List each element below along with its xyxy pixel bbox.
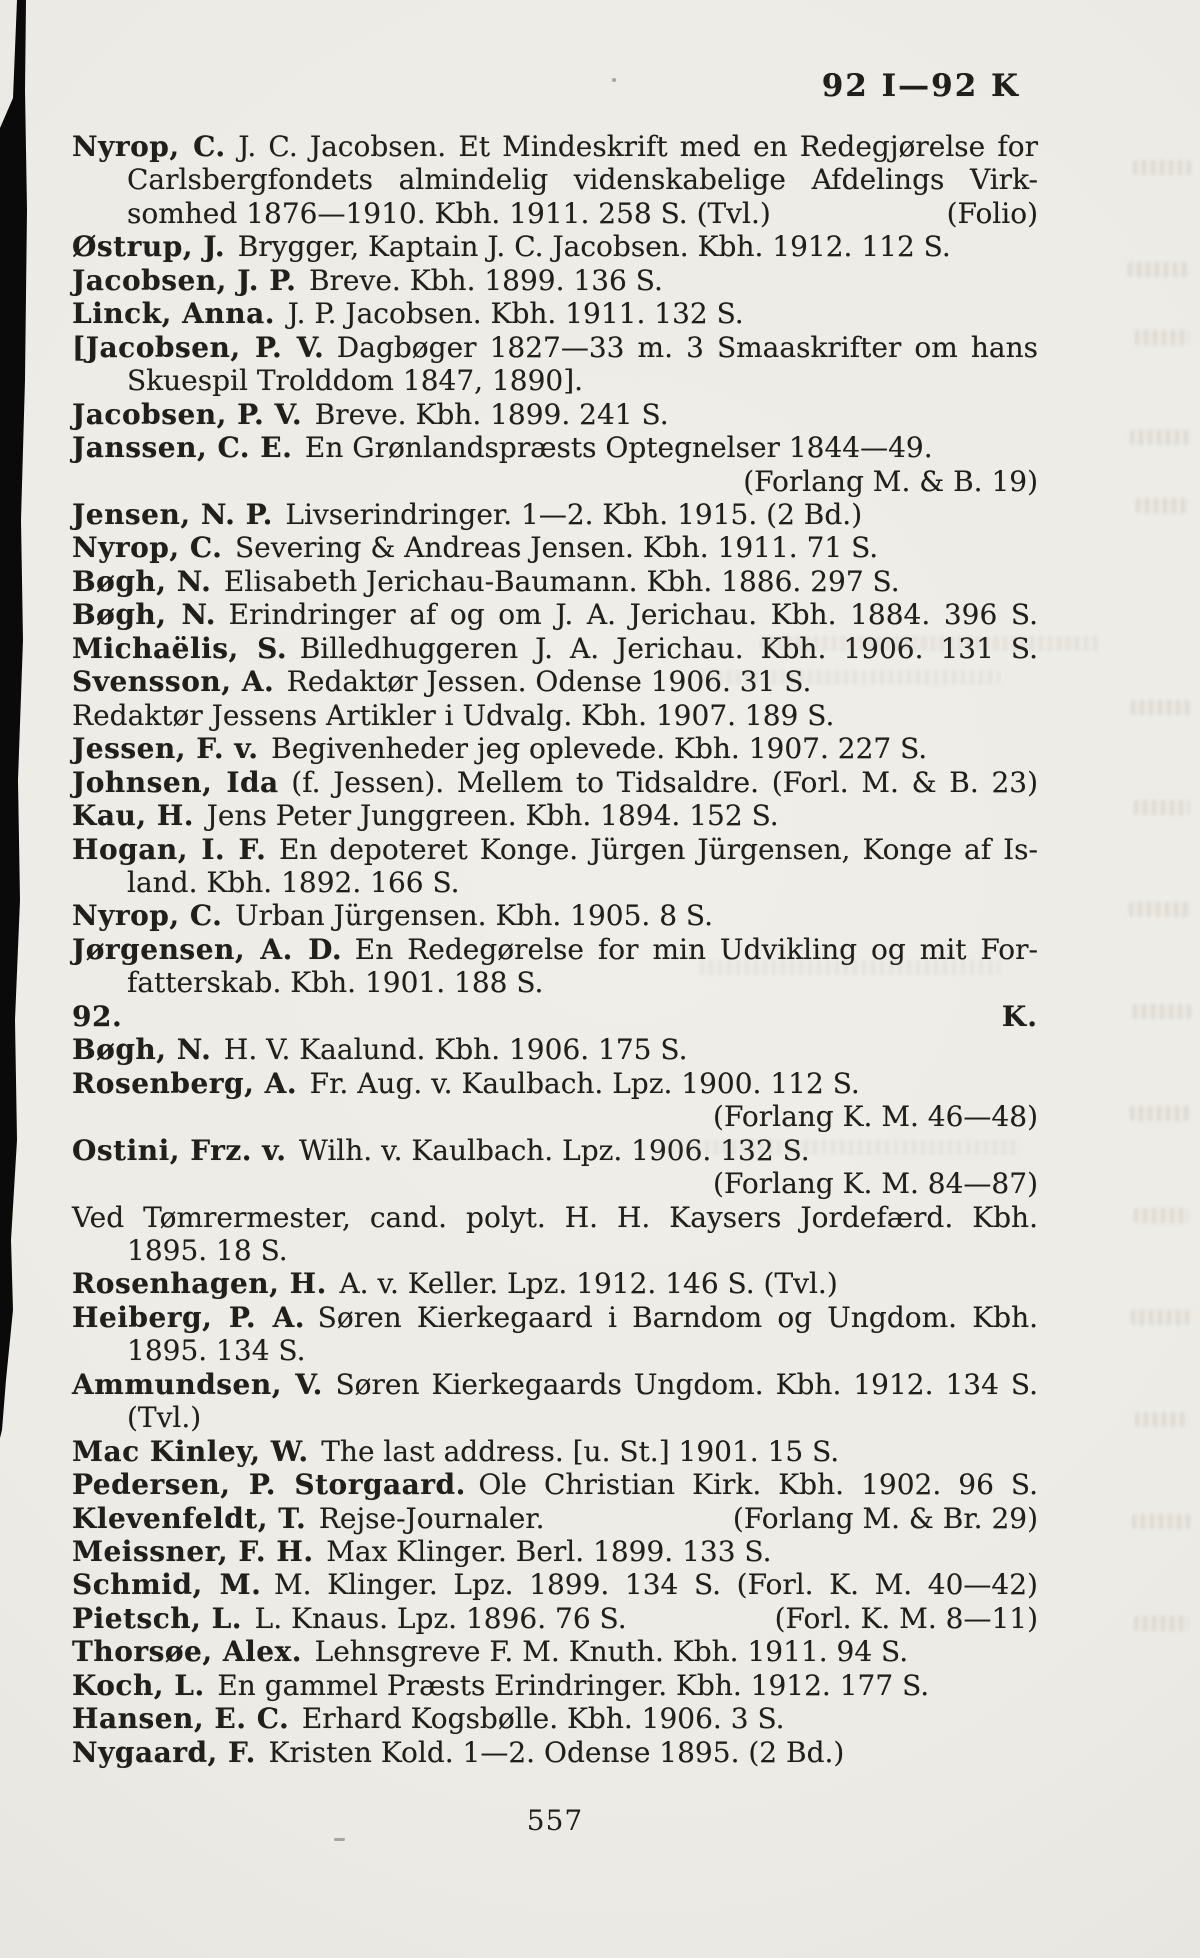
entry-text: H. V. Kaalund. Kbh. 1906. 175 S. bbox=[223, 1033, 688, 1067]
author-name: Heiberg, P. A. bbox=[72, 1300, 306, 1334]
entry-text: Erhard Kogsbølle. Kbh. 1906. 3 S. bbox=[301, 1702, 785, 1736]
author-name: Svensson, A. bbox=[72, 665, 275, 699]
entry-text: Begivenheder jeg oplevede. Kbh. 1907. 227 S. bbox=[271, 732, 928, 766]
entry-text: Erindringer af og om J. A. Jerichau. Kbh. 1884. 396 S. bbox=[228, 598, 1039, 632]
entry-line bbox=[72, 364, 1038, 397]
entry-line bbox=[72, 1535, 1038, 1568]
entry-line bbox=[72, 1568, 1038, 1601]
author-name: Michaëlis, S. bbox=[72, 631, 288, 665]
author-name: Janssen, C. E. bbox=[72, 431, 293, 465]
entry-text: Breve. Kbh. 1899. 136 S. bbox=[308, 263, 663, 297]
entry-text: somhed 1876—1910. Kbh. 1911. 258 S. (Tvl.) bbox=[127, 196, 771, 230]
page-header-range: 92 I—92 K bbox=[821, 68, 1020, 104]
entry-line bbox=[72, 431, 1038, 464]
entry-right-text: (Forl. K. M. 8—11) bbox=[774, 1601, 1038, 1635]
entry-text: Wilh. v. Kaulbach. Lpz. 1906. 132 S. bbox=[299, 1133, 810, 1167]
entry-text: 1895. 18 S. bbox=[127, 1233, 288, 1267]
entry-right-text: (Folio) bbox=[946, 196, 1038, 230]
author-name: Østrup, J. bbox=[72, 230, 226, 264]
entry-text: Billedhuggeren J. A. Jerichau. Kbh. 1906. 131 S. bbox=[299, 631, 1038, 665]
entry-text: Carlsbergfondets almindelig videnskabelige Afdelings Virk- bbox=[127, 163, 1038, 197]
entry-text: En depoteret Konge. Jürgen Jürgensen, Konge af Is- bbox=[278, 832, 1038, 866]
entry-line bbox=[72, 866, 1038, 899]
entry-text: Redaktør Jessens Artikler i Udvalg. Kbh. 1907. 189 S. bbox=[72, 698, 835, 732]
entry-text: Ole Christian Kirk. Kbh. 1902. 96 S. bbox=[478, 1468, 1038, 1502]
entry-right-text: (Forlang M. & Br. 29) bbox=[732, 1501, 1038, 1535]
author-name: Bøgh, N. bbox=[72, 1033, 212, 1067]
entry-text: Dagbøger 1827—33 m. 3 Smaaskrifter om hans bbox=[336, 330, 1038, 364]
entry-line bbox=[72, 732, 1038, 765]
entry-line bbox=[72, 331, 1038, 364]
entry-text: L. Knaus. Lpz. 1896. 76 S. bbox=[254, 1601, 627, 1635]
entry-line bbox=[72, 398, 1038, 431]
entry-line bbox=[72, 297, 1038, 330]
entry-text: Brygger, Kaptain J. C. Jacobsen. Kbh. 1912. 112 S. bbox=[237, 230, 951, 264]
entry-line bbox=[72, 1167, 1038, 1200]
entry-text: (Forlang K. M. 84—87) bbox=[713, 1167, 1038, 1201]
author-name: Pedersen, P. Storgaard. bbox=[72, 1468, 466, 1502]
author-name: Jessen, F. v. bbox=[72, 732, 259, 766]
entry-text: fatterskab. Kbh. 1901. 188 S. bbox=[127, 966, 544, 1000]
entry-text: Kristen Kold. 1—2. Odense 1895. (2 Bd.) bbox=[268, 1735, 845, 1769]
entry-text: J. C. Jacobsen. Et Mindeskrift med en Redegjørelse for bbox=[238, 130, 1039, 163]
entry-line bbox=[72, 130, 1038, 163]
scan-speck bbox=[612, 78, 616, 82]
entry-text: Elisabeth Jerichau-Baumann. Kbh. 1886. 297 S. bbox=[223, 564, 900, 598]
entry-text: Fr. Aug. v. Kaulbach. Lpz. 1900. 112 S. bbox=[309, 1066, 860, 1100]
entry-line bbox=[72, 699, 1038, 732]
entry-line bbox=[72, 1067, 1038, 1100]
entry-text: En Redegørelse for min Udvikling og mit For- bbox=[354, 932, 1039, 966]
entry-text: Redaktør Jessen. Odense 1906. 31 S. bbox=[286, 665, 812, 699]
scan-gutter-shadow bbox=[0, 0, 30, 1958]
author-name: Jacobsen, P. V. bbox=[72, 397, 303, 431]
entry-line bbox=[72, 1033, 1038, 1066]
entry-line bbox=[72, 1201, 1038, 1234]
author-name: Meissner, F. H. bbox=[72, 1535, 314, 1569]
entry-text: (Tvl.) bbox=[127, 1401, 202, 1435]
entry-line bbox=[72, 598, 1038, 631]
entry-text: En Grønlandspræsts Optegnelser 1844—49. bbox=[304, 431, 933, 465]
entry-line bbox=[72, 465, 1038, 498]
author-name: 92. bbox=[72, 999, 123, 1033]
entry-text: Max Klinger. Berl. 1899. 133 S. bbox=[326, 1535, 772, 1569]
entry-text: Skuespil Trolddom 1847, 1890]. bbox=[127, 364, 584, 398]
entry-line bbox=[72, 264, 1038, 297]
entry-text: Ved Tømrermester, cand. polyt. H. H. Kaysers Jordefærd. Kbh. bbox=[72, 1200, 1038, 1234]
author-name: Nyrop, C. bbox=[72, 531, 223, 565]
entry-line bbox=[72, 230, 1038, 263]
author-name: Johnsen, Ida bbox=[72, 765, 279, 799]
entry-text: Søren Kierkegaard i Barndom og Ungdom. Kbh. bbox=[317, 1300, 1039, 1334]
author-name: Ostini, Frz. v. bbox=[72, 1133, 287, 1167]
entry-line bbox=[72, 1368, 1038, 1401]
entry-line bbox=[72, 1635, 1038, 1668]
entry-text: The last address. [u. St.] 1901. 15 S. bbox=[321, 1434, 840, 1468]
author-name: Rosenhagen, H. bbox=[72, 1267, 327, 1301]
entry-line bbox=[72, 1736, 1038, 1769]
entry-line bbox=[72, 197, 1038, 230]
entry-text: En gammel Præsts Erindringer. Kbh. 1912. 177 S. bbox=[217, 1668, 930, 1702]
page-number: 557 bbox=[526, 1804, 584, 1837]
entry-line bbox=[72, 1100, 1038, 1133]
entry-line bbox=[72, 565, 1038, 598]
entry-line bbox=[72, 899, 1038, 932]
entry-line bbox=[72, 799, 1038, 832]
author-name: Pietsch, L. bbox=[72, 1601, 243, 1635]
entry-line bbox=[72, 1267, 1038, 1300]
author-name: Kau, H. bbox=[72, 799, 195, 833]
entries bbox=[72, 130, 1038, 1769]
author-name: Nygaard, F. bbox=[72, 1735, 256, 1769]
author-name: Jacobsen, J. P. bbox=[72, 263, 297, 297]
entry-line bbox=[72, 1702, 1038, 1735]
author-name: Schmid, M. bbox=[72, 1568, 262, 1602]
entry-line bbox=[72, 1401, 1038, 1434]
entry-text: Urban Jürgensen. Kbh. 1905. 8 S. bbox=[235, 899, 714, 933]
author-name: Bøgh, N. bbox=[72, 598, 217, 632]
entry-text: Lehnsgreve F. M. Knuth. Kbh. 1911. 94 S. bbox=[314, 1635, 909, 1669]
entry-text: 1895. 134 S. bbox=[127, 1334, 306, 1368]
entry-text: (f. Jessen). Mellem to Tidsaldre. (Forl. M. & B. 23) bbox=[291, 765, 1038, 799]
entry-line bbox=[72, 1435, 1038, 1468]
entry-line bbox=[72, 1502, 1038, 1535]
entry-line bbox=[72, 498, 1038, 531]
author-name: Rosenberg, A. bbox=[72, 1066, 298, 1100]
entry-text: Søren Kierkegaards Ungdom. Kbh. 1912. 134 S. bbox=[335, 1367, 1039, 1401]
entry-line bbox=[72, 163, 1038, 196]
entry-line bbox=[72, 1669, 1038, 1702]
entry-text: Breve. Kbh. 1899. 241 S. bbox=[314, 397, 669, 431]
entry-line bbox=[72, 1234, 1038, 1267]
entry-line bbox=[72, 1000, 1038, 1033]
entry-text: Jens Peter Junggreen. Kbh. 1894. 152 S. bbox=[206, 799, 779, 833]
author-name: [Jacobsen, P. V. bbox=[72, 330, 325, 364]
entry-line bbox=[72, 833, 1038, 866]
author-name: Ammundsen, V. bbox=[72, 1367, 323, 1401]
entry-text: M. Klinger. Lpz. 1899. 134 S. (Forl. K. M. 40—42) bbox=[274, 1568, 1038, 1602]
entry-right-text: K. bbox=[1001, 999, 1038, 1033]
author-name: Jensen, N. P. bbox=[72, 497, 273, 531]
entry-line bbox=[72, 1334, 1038, 1367]
entry-line bbox=[72, 531, 1038, 564]
author-name: Thorsøe, Alex. bbox=[72, 1635, 302, 1669]
entry-line bbox=[72, 1602, 1038, 1635]
entry-text: Severing & Andreas Jensen. Kbh. 1911. 71 S. bbox=[235, 531, 879, 565]
entry-text: (Forlang M. & B. 19) bbox=[743, 464, 1038, 498]
author-name: Linck, Anna. bbox=[72, 297, 275, 331]
author-name: Nyrop, C. bbox=[72, 130, 226, 163]
author-name: Koch, L. bbox=[72, 1668, 205, 1702]
entry-text: A. v. Keller. Lpz. 1912. 146 S. (Tvl.) bbox=[339, 1267, 838, 1301]
author-name: Klevenfeldt, T. bbox=[72, 1501, 307, 1535]
entry-text: Livserindringer. 1—2. Kbh. 1915. (2 Bd.) bbox=[285, 497, 863, 531]
author-name: Jørgensen, A. D. bbox=[72, 932, 343, 966]
entry-line bbox=[72, 1468, 1038, 1501]
scan-speck bbox=[334, 1838, 345, 1841]
author-name: Hogan, I. F. bbox=[72, 832, 267, 866]
entry-text: (Forlang K. M. 46—48) bbox=[713, 1100, 1038, 1134]
entry-text: J. P. Jacobsen. Kbh. 1911. 132 S. bbox=[287, 297, 744, 331]
author-name: Nyrop, C. bbox=[72, 899, 223, 933]
author-name: Bøgh, N. bbox=[72, 564, 212, 598]
author-name: Mac Kinley, W. bbox=[72, 1434, 309, 1468]
author-name: Hansen, E. C. bbox=[72, 1702, 290, 1736]
entry-text: land. Kbh. 1892. 166 S. bbox=[127, 865, 460, 899]
entry-line bbox=[72, 766, 1038, 799]
entry-text: Rejse-Journaler. bbox=[318, 1501, 545, 1535]
entry-line bbox=[72, 1301, 1038, 1334]
